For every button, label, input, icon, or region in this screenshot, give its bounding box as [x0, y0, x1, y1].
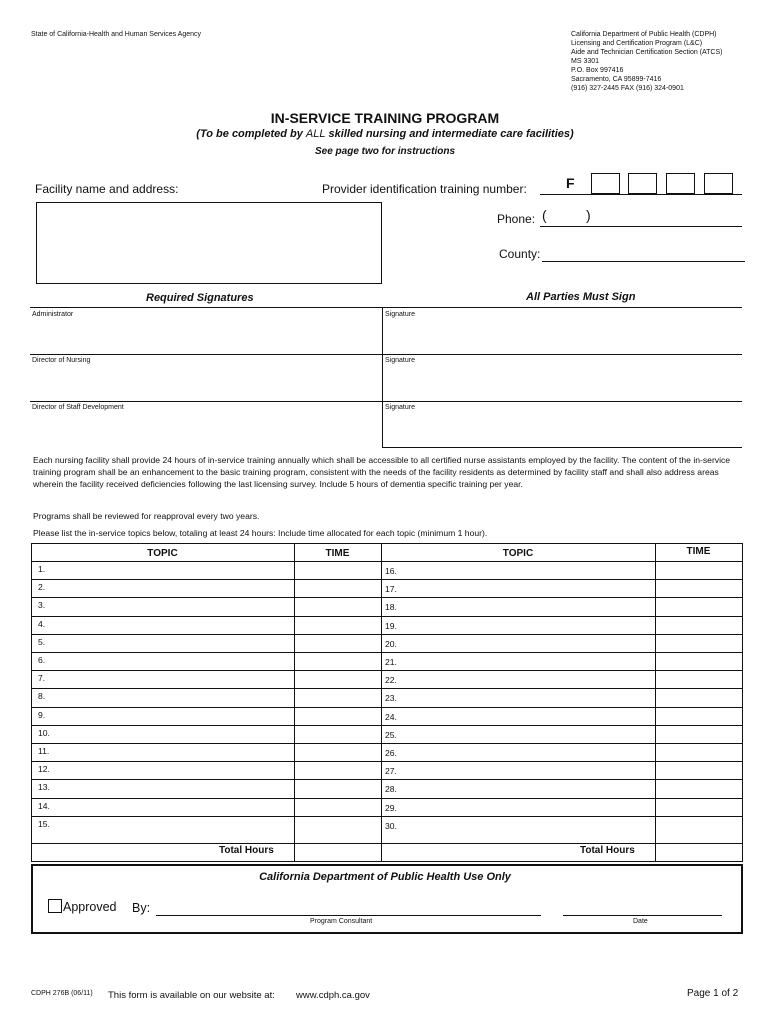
topic-number-left: 6.: [38, 655, 46, 665]
topic-number-right: 28.: [385, 784, 397, 795]
topic-field-left[interactable]: [50, 780, 294, 797]
topic-field-right[interactable]: [400, 726, 655, 743]
time-field-left[interactable]: [295, 726, 381, 743]
time-field-left[interactable]: [295, 580, 381, 597]
address-line: Licensing and Certification Program (L&C): [571, 40, 703, 47]
phone-open-paren: (: [542, 207, 547, 223]
approved-checkbox[interactable]: [48, 899, 62, 913]
topic-number-right: 21.: [385, 657, 397, 667]
time-field-right[interactable]: [656, 653, 742, 670]
time-field-left[interactable]: [295, 762, 381, 779]
total-hours-left-label: Total Hours: [219, 845, 274, 856]
approved-label: Approved: [63, 900, 117, 914]
topic-field-left[interactable]: [50, 689, 294, 706]
time-field-right[interactable]: [656, 635, 742, 652]
facility-name-label: Facility name and address:: [35, 182, 179, 196]
time-field-right[interactable]: [656, 799, 742, 816]
address-line: MS 3301: [571, 58, 600, 65]
instructions-paragraph: Each nursing facility shall provide 24 hours of in-service training annually which shall be accessible to all certified nurse assistants employed by the facility. The content of the in-service training program shall be an enhancement to the basic training program, consistent with the needs of the facility residents as determined by facility staff and shall also address areas wherein the facility received deficiencies following the last licensing survey. Include 5 hours of dementia specific training per year.: [33, 455, 731, 489]
page-number: Page 1 of 2: [687, 988, 739, 999]
topic-number-left: 15.: [38, 818, 50, 829]
topic-field-right[interactable]: [400, 689, 655, 706]
topic-field-left[interactable]: [50, 671, 294, 688]
table-right-border: [742, 543, 743, 861]
topic-field-left[interactable]: [50, 726, 294, 743]
topic-number-right: 24.: [385, 711, 397, 722]
county-label: County:: [499, 247, 541, 261]
address-line: (916) 327-2445 FAX (916) 324-0901: [571, 85, 684, 92]
signature-bottom-rule: [382, 447, 742, 448]
provider-id-digit-box[interactable]: [704, 173, 733, 194]
time-field-right[interactable]: [656, 708, 742, 725]
instructions-note: See page two for instructions: [314, 146, 456, 157]
topic-header-right: TOPIC: [502, 548, 534, 559]
director-staff-signature-field[interactable]: [383, 402, 742, 447]
topic-field-right[interactable]: [400, 635, 655, 652]
address-line: P.O. Box 997416: [571, 67, 624, 74]
topic-number-left: 3.: [38, 600, 46, 611]
topic-field-left[interactable]: [50, 708, 294, 725]
director-nursing-signature-field[interactable]: [383, 355, 742, 401]
administrator-label: Administrator: [32, 311, 74, 318]
topic-number-left: 9.: [38, 709, 46, 720]
topic-number-right: 23.: [385, 693, 397, 704]
time-field-left[interactable]: [295, 562, 381, 579]
topic-number-left: 4.: [38, 618, 46, 629]
time-field-left[interactable]: [295, 689, 381, 706]
date-field[interactable]: [563, 899, 722, 916]
availability-text: This form is available on our website at:: [108, 990, 275, 1001]
time-field-left[interactable]: [295, 671, 381, 688]
topic-field-right[interactable]: [400, 762, 655, 779]
topic-field-right[interactable]: [400, 617, 655, 634]
topic-number-right: 18.: [385, 602, 397, 613]
subtitle-text: (To be completed by: [196, 128, 306, 140]
provider-id-prefix: F: [566, 175, 575, 191]
topic-field-right[interactable]: [400, 598, 655, 615]
table-top-rule: [31, 543, 743, 544]
county-field[interactable]: [542, 245, 745, 262]
agency-name: State of California-Health and Human Services Agency: [31, 31, 202, 38]
topic-field-left[interactable]: [50, 799, 294, 816]
topic-number-left: 10.: [38, 727, 50, 738]
topic-field-left[interactable]: [50, 762, 294, 779]
provider-id-digit-box[interactable]: [666, 173, 695, 194]
facility-address-field[interactable]: [36, 202, 382, 284]
topic-list-instruction: Please list the in-service topics below, totaling at least 24 hours: Include time allocated for each topic (minimum 1 hour).: [33, 528, 488, 538]
time-field-right[interactable]: [656, 726, 742, 743]
cdph-box-title: California Department of Public Health Use Only: [259, 871, 511, 883]
time-header-left: TIME: [325, 548, 350, 559]
form-subtitle: [0, 128, 770, 140]
address-line: Aide and Technician Certification Section (ATCS): [571, 49, 723, 56]
topic-number-left: 5.: [38, 636, 46, 647]
table-left-border: [31, 543, 32, 861]
topic-number-right: 22.: [385, 675, 397, 686]
program-consultant-label: Program Consultant: [310, 918, 373, 925]
time-field-right[interactable]: [656, 562, 742, 579]
time-field-left[interactable]: [295, 780, 381, 797]
time-field-left[interactable]: [295, 817, 381, 834]
total-hours-right-field[interactable]: [656, 844, 742, 861]
time-field-right[interactable]: [656, 598, 742, 615]
topic-number-right: 20.: [385, 638, 397, 649]
topic-number-left: 11.: [38, 746, 50, 756]
time-field-left[interactable]: [295, 799, 381, 816]
topic-field-left[interactable]: [50, 653, 294, 670]
topic-field-right[interactable]: [400, 799, 655, 816]
time-field-left[interactable]: [295, 744, 381, 761]
topic-field-left[interactable]: [50, 562, 294, 579]
topic-field-left[interactable]: [50, 617, 294, 634]
time-header-right: TIME: [686, 546, 711, 557]
provider-id-label: Provider identification training number:: [322, 182, 527, 196]
address-line: Sacramento, CA 95899-7416: [571, 76, 662, 83]
topic-number-left: 14.: [38, 800, 50, 811]
topic-number-right: 17.: [385, 584, 397, 595]
topic-number-right: 16.: [385, 566, 397, 576]
provider-id-digit-box[interactable]: [628, 173, 657, 194]
topic-number-left: 13.: [38, 782, 50, 793]
review-note: Programs shall be reviewed for reapproval every two years.: [33, 511, 260, 521]
director-staff-label: Director of Staff Development: [32, 404, 124, 411]
topic-number-left: 7.: [38, 673, 46, 684]
director-nursing-field[interactable]: [30, 355, 382, 401]
time-field-right[interactable]: [656, 780, 742, 797]
all-parties-heading: All Parties Must Sign: [526, 291, 636, 303]
time-field-left[interactable]: [295, 598, 381, 615]
time-field-left[interactable]: [295, 653, 381, 670]
director-staff-field[interactable]: [30, 402, 382, 447]
topic-number-right: 19.: [385, 620, 397, 631]
topic-number-left: 1.: [38, 564, 46, 574]
time-field-left[interactable]: [295, 617, 381, 634]
total-bottom-rule: [31, 861, 743, 862]
director-nursing-label: Director of Nursing: [32, 357, 91, 364]
topic-field-right[interactable]: [400, 580, 655, 597]
phone-close-paren: ): [586, 207, 591, 223]
topic-number-right: 30.: [385, 820, 397, 831]
form-title: IN-SERVICE TRAINING PROGRAM: [270, 110, 500, 126]
topic-field-left[interactable]: [50, 744, 294, 761]
topic-field-left[interactable]: [50, 598, 294, 615]
time-field-right[interactable]: [656, 762, 742, 779]
website-link[interactable]: www.cdph.ca.gov: [296, 990, 370, 1001]
topic-number-right: 26.: [385, 748, 397, 758]
time-field-right[interactable]: [656, 617, 742, 634]
topic-field-right[interactable]: [400, 708, 655, 725]
time-field-right[interactable]: [656, 817, 742, 834]
table-col-divider: [381, 543, 382, 861]
topic-number-left: 2.: [38, 582, 46, 593]
time-field-right[interactable]: [656, 744, 742, 761]
by-label: By:: [132, 901, 151, 915]
director-nursing-signature-label: Signature: [385, 357, 415, 364]
form-id: CDPH 276B (06/11): [31, 990, 93, 997]
program-consultant-field[interactable]: [156, 899, 541, 916]
administrator-field[interactable]: [30, 308, 382, 354]
topic-header-left: TOPIC: [147, 548, 178, 559]
department-address: [571, 30, 722, 93]
time-field-left[interactable]: [295, 708, 381, 725]
date-label: Date: [633, 918, 648, 925]
topic-field-left[interactable]: [50, 635, 294, 652]
topic-field-right[interactable]: [400, 780, 655, 797]
topic-field-right[interactable]: [400, 744, 655, 761]
topic-field-right[interactable]: [400, 671, 655, 688]
topic-field-right[interactable]: [400, 817, 655, 834]
phone-label: Phone:: [497, 212, 536, 226]
time-field-right[interactable]: [656, 689, 742, 706]
total-top-rule: [31, 843, 743, 844]
required-signatures-heading: Required Signatures: [146, 292, 254, 304]
topic-field-right[interactable]: [400, 562, 655, 579]
topic-number-left: 8.: [38, 691, 46, 702]
total-hours-left-field[interactable]: [295, 844, 381, 861]
topic-number-right: 27.: [385, 766, 397, 777]
time-field-left[interactable]: [295, 635, 381, 652]
topic-number-right: 29.: [385, 802, 397, 813]
topic-field-right[interactable]: [400, 653, 655, 670]
time-field-right[interactable]: [656, 580, 742, 597]
topic-number-right: 25.: [385, 729, 397, 740]
topic-field-left[interactable]: [50, 817, 294, 834]
topic-field-left[interactable]: [50, 580, 294, 597]
phone-field[interactable]: [540, 210, 742, 227]
director-staff-signature-label: Signature: [385, 404, 415, 411]
total-hours-right-label: Total Hours: [580, 845, 635, 856]
topic-number-left: 12.: [38, 764, 50, 775]
time-field-right[interactable]: [656, 671, 742, 688]
administrator-signature-label: Signature: [385, 311, 415, 318]
subtitle-text: skilled nursing and intermediate care facilities): [325, 128, 574, 140]
administrator-signature-field[interactable]: [383, 308, 742, 354]
subtitle-all: ALL: [305, 128, 326, 140]
provider-id-digit-box[interactable]: [591, 173, 620, 194]
address-line: California Department of Public Health (CDPH): [571, 31, 717, 38]
